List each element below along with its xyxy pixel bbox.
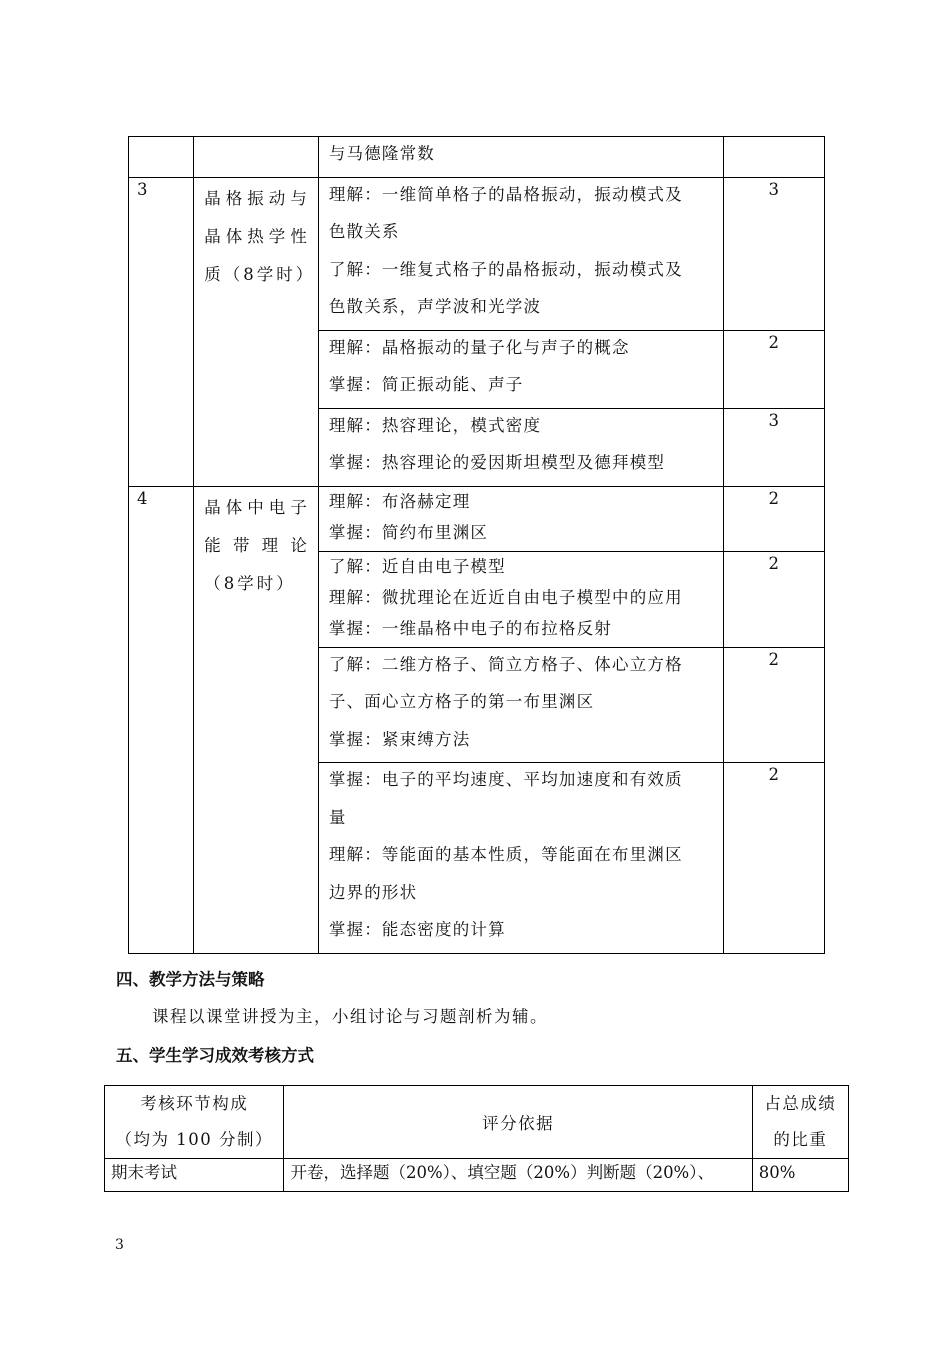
objective-line: 子、面心立方格子的第一布里渊区 [328, 692, 595, 711]
module-index [129, 137, 194, 178]
assessment-header-weight [752, 1086, 848, 1159]
objective-line: 掌握：热容理论的爱因斯坦模型及德拜模型 [328, 453, 666, 472]
module-topic-cell [194, 137, 319, 178]
objective-line: 了解：近自由电子模型 [328, 556, 506, 576]
header-component-line1: 考核环节构成 [140, 1094, 249, 1113]
objective-line: 掌握：电子的平均速度、平均加速度和有效质 [328, 770, 683, 789]
objective-line: 了解：二维方格子、简立方格子、体心立方格 [328, 654, 683, 674]
objective-line: 与马德隆常数 [328, 144, 436, 163]
learning-objectives [318, 763, 723, 954]
module-index: 3 [129, 177, 194, 486]
objective-line: 理解：等能面的基本性质，等能面在布里渊区 [328, 845, 683, 864]
learning-objectives [318, 486, 723, 551]
learning-objectives [318, 551, 723, 647]
header-component-line2: （均为 100 分制） [115, 1130, 273, 1149]
objective-line: 掌握：一维晶格中电子的布拉格反射 [328, 618, 613, 638]
objective-line: 理解：热容理论，模式密度 [328, 415, 542, 435]
objective-line: 掌握：紧束缚方法 [328, 729, 471, 749]
assessment-row [105, 1159, 849, 1192]
learning-objectives [318, 408, 723, 486]
assessment-header-row [105, 1086, 849, 1159]
module-topic-cell [194, 486, 319, 953]
module-topic-cell [194, 177, 319, 486]
course-schedule-table [128, 136, 825, 954]
module-topic [194, 137, 318, 139]
hours: 2 [723, 330, 824, 408]
assessment-weight: 80% [752, 1159, 848, 1192]
objective-line: 掌握：简正振动能、声子 [328, 375, 524, 394]
hours: 2 [723, 551, 824, 647]
objective-line: 量 [328, 807, 347, 827]
hours: 2 [723, 763, 824, 954]
objective-line: 边界的形状 [328, 882, 418, 902]
assessment-header-component [105, 1086, 284, 1159]
learning-objectives [318, 177, 723, 330]
hours: 3 [723, 408, 824, 486]
schedule-row [129, 486, 825, 551]
header-weight-line1: 占总成绩 [764, 1094, 837, 1113]
module-topic: 晶格振动与晶体热学性质（8学时） [204, 188, 316, 284]
objective-line: 了解：一维复式格子的晶格振动，振动模式及 [328, 259, 683, 279]
learning-objectives [318, 137, 723, 178]
module-topic: 晶体中电子能带理论（8学时） [204, 497, 310, 593]
schedule-row [129, 137, 825, 178]
assessment-basis: 开卷，选择题（20%）、填空题（20%）判断题（20%）、 [284, 1159, 752, 1192]
objective-line: 理解：微扰理论在近近自由电子模型中的应用 [328, 587, 683, 607]
objective-line: 理解：一维简单格子的晶格振动，振动模式及 [328, 184, 683, 204]
hours: 2 [723, 647, 824, 763]
objective-line: 色散关系，声学波和光学波 [328, 297, 542, 316]
assessment-component: 期末考试 [105, 1159, 284, 1192]
hours [723, 137, 824, 178]
section4-heading: 四、教学方法与策略 [116, 970, 265, 989]
page-number: 3 [115, 1237, 124, 1253]
objective-line: 掌握：简约布里渊区 [328, 522, 489, 542]
hours: 2 [723, 486, 824, 551]
section4-body: 课程以课堂讲授为主，小组讨论与习题剖析为辅。 [152, 1007, 548, 1026]
objective-line: 色散关系 [328, 222, 400, 241]
assessment-table [104, 1085, 849, 1192]
objective-line: 理解：晶格振动的量子化与声子的概念 [328, 337, 630, 357]
header-weight-line2: 的比重 [773, 1130, 828, 1149]
assessment-header-basis: 评分依据 [284, 1086, 752, 1159]
section5-heading: 五、学生学习成效考核方式 [116, 1046, 314, 1065]
learning-objectives [318, 330, 723, 408]
learning-objectives [318, 647, 723, 763]
module-index: 4 [129, 486, 194, 953]
objective-line: 掌握：能态密度的计算 [328, 920, 506, 939]
schedule-row [129, 177, 825, 330]
objective-line: 理解：布洛赫定理 [328, 491, 471, 511]
hours: 3 [723, 177, 824, 330]
